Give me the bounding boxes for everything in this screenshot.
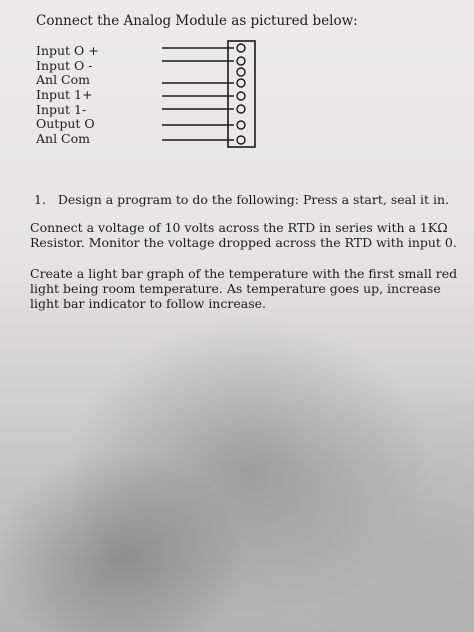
terminal-screw: [237, 57, 245, 65]
terminal-screw: [237, 44, 245, 52]
step-1: [34, 192, 449, 207]
rtd-line-2: Resistor. Monitor the voltage dropped across the RTD with input 0.: [30, 235, 457, 250]
pin-label-list: [36, 44, 99, 147]
terminal-screw: [237, 92, 245, 100]
bar-line-1: Create a light bar graph of the temperature with the first small red: [30, 266, 458, 281]
terminal-screw: [237, 136, 245, 144]
pin-label: Input O +: [36, 43, 99, 58]
pin-label: Input 1-: [36, 101, 87, 117]
terminal-screw: [237, 68, 245, 76]
pin-label: Input 1+: [36, 87, 93, 103]
terminal-block-diagram: [150, 36, 270, 152]
step-1-line: [34, 192, 449, 207]
pin-label: Output O: [36, 116, 95, 132]
terminal-screw: [237, 105, 245, 113]
terminal-screw: [237, 121, 245, 129]
page-heading: Connect the Analog Module as pictured below:: [36, 13, 358, 29]
rtd-instructions: [30, 220, 457, 250]
pin-label: Anl Com: [36, 72, 90, 88]
bar-line-2: light being room temperature. As temperature goes up, increase: [30, 281, 441, 296]
bar-graph-instructions: [30, 266, 457, 311]
terminal-screw: [237, 79, 245, 87]
bar-line-3: light bar indicator to follow increase.: [30, 296, 266, 311]
pin-label: Anl Com: [36, 131, 90, 147]
step-number: 1.: [34, 192, 46, 207]
pin-label: Input O -: [36, 57, 93, 73]
step-text: Design a program to do the following: Press a start, seal it in.: [57, 192, 450, 207]
rtd-line-1: Connect a voltage of 10 volts across the RTD in series with a 1KΩ: [30, 220, 448, 235]
